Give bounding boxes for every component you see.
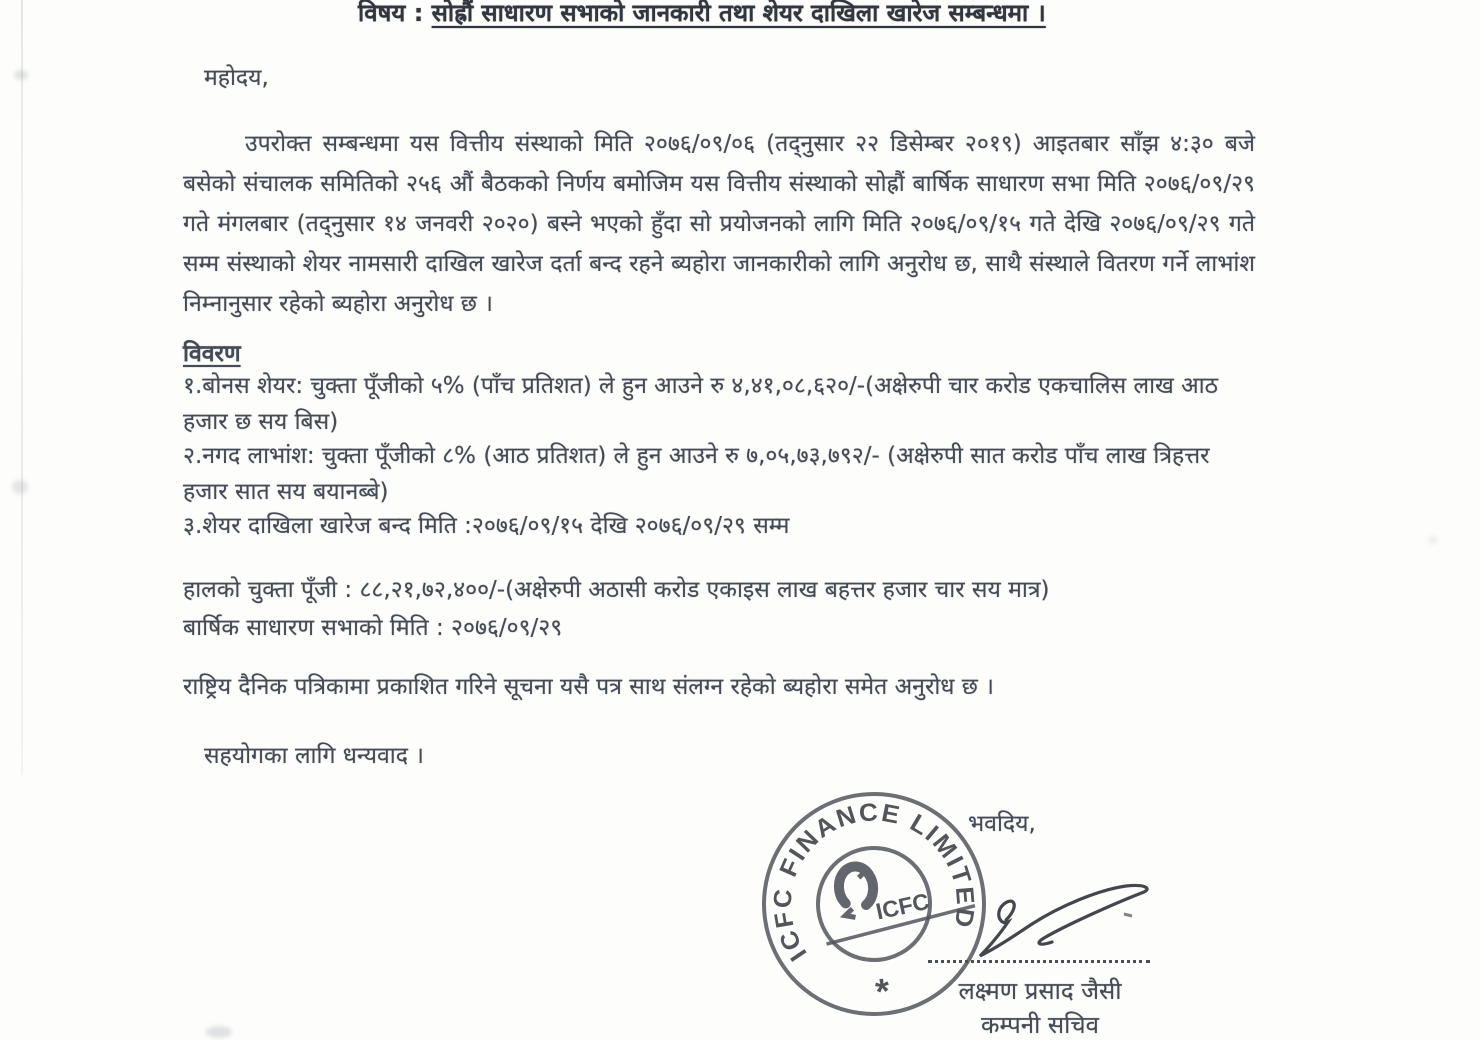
publication-note: राष्ट्रिय दैनिक पत्रिकामा प्रकाशित गरिने सूचना यसै पत्र साथ संलग्न रहेको ब्यहोरा समेत अनुरोध छ ।: [183, 674, 994, 700]
signature-dotted-line: [928, 938, 1150, 963]
scan-artifact: [1428, 536, 1438, 544]
subject-text: सोह्रौं साधारण सभाको जानकारी तथा शेयर दाखिला खारेज सम्बन्धमा ।: [431, 0, 1046, 27]
detail-item-book-closure: ३.शेयर दाखिला खारेज बन्द मिति :२०७६/०९/१५ देखि २०७६/०९/२९ सम्म: [183, 513, 790, 539]
icfc-logo-icon: [837, 865, 877, 919]
salutation: महोदय,: [204, 65, 269, 91]
subject-label: विषय :: [358, 0, 424, 27]
detail-item-cash-dividend: २.नगद लाभांश: चुक्ता पूँजीको ८% (आठ प्रतिशत) ले हुन आउने रु ७,०५,७३,७९२/- (अक्षेरुपी सात करोड पाँच लाख त्रिहत्तर हजार सात सय बयानब्बे): [183, 443, 1210, 505]
stamp-star: *: [873, 969, 893, 1013]
scan-edge-artifact: [21, 0, 23, 775]
signatory-title: कम्पनी सचिव: [981, 1011, 1099, 1039]
detail-item-bonus-share: १.बोनस शेयर: चुक्ता पूँजीको ५% (पाँच प्रतिशत) ले हुन आउने रु ४,४१,०८,६२०/-(अक्षेरुपी चार करोड एकचालिस लाख आठ हजार छ सय बिस): [183, 373, 1219, 435]
scan-artifact: [206, 1026, 232, 1038]
agm-date-line: बार्षिक साधारण सभाको मिति : २०७६/०९/२९: [183, 615, 563, 641]
subject-line: [358, 0, 1046, 29]
stamp-logo-text: ICFC: [873, 887, 932, 925]
body-paragraph: उपरोक्त सम्बन्धमा यस वित्तीय संस्थाको मिति २०७६/०९/०६ (तद्नुसार २२ डिसेम्बर २०१९) आइतबार साँझ ४:३० बजे बसेको संचालक समितिको २५६ औं बैठकको निर्णय बमोजिम यस वित्तीय संस्थाको सोह्रौं बार्षिक साधारण सभा मिति २०७६/०९/२९ गते मंगलबार (तद्नुसार १४ जनवरी २०२०) बस्ने भएको हुँदा सो प्रयोजनको लागि मिति २०७६/०९/१५ गते देखि २०७६/०९/२९ गते सम्म संस्थाको शेयर नामसारी दाखिल खारेज दर्ता बन्द रहने ब्यहोरा जानकारीको लागि अनुरोध छ, साथै संस्थाले वितरण गर्ने लाभांश निम्नानुसार रहेको ब्यहोरा अनुरोध छ ।: [183, 131, 1255, 317]
stamp-ring-text: ICFC FINANCE LIMITED: [768, 798, 980, 966]
signatory-name: लक्ष्मण प्रसाद जैसी: [958, 977, 1122, 1005]
paid-up-capital-line: हालको चुक्ता पूँजी : ८८,२१,७२,४००/-(अक्षेरुपी अठासी करोड एकाइस लाख बहत्तर हजार चार सय मात्र): [183, 577, 1050, 603]
closing-salutation: भवदिय,: [968, 811, 1036, 837]
scan-artifact: [12, 480, 28, 494]
thanks-note: सहयोगका लागि धन्यवाद ।: [204, 743, 424, 769]
details-heading: विवरण: [183, 341, 241, 367]
scan-artifact: [14, 70, 28, 80]
